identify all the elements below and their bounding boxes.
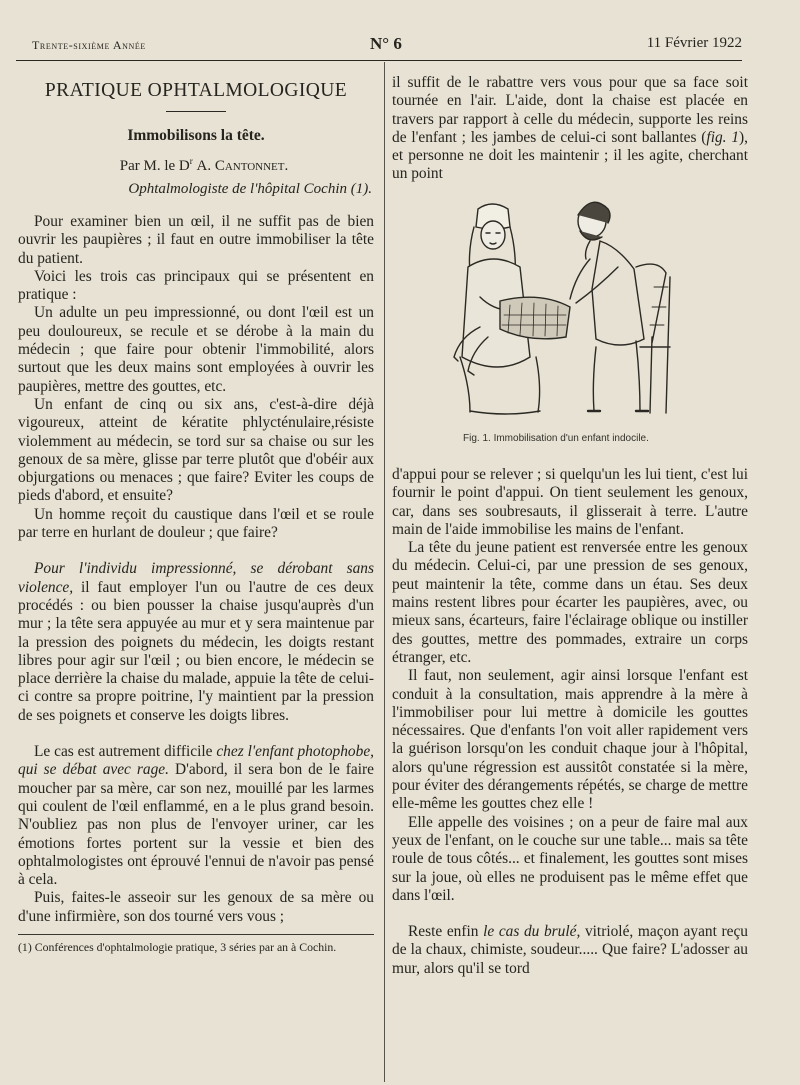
- paragraph: d'appui pour se relever ; si quelqu'un les lui tient, c'est lui fournir le point d'appui. On tient seulement les genoux, car, dans ses soubresauts, il glisserait à terre. L'autre main de l'aide immobilise les mains de l'enfant.: [392, 466, 748, 538]
- author-affiliation: Ophtalmologiste de l'hôpital Cochin (1).: [128, 181, 372, 197]
- paragraph: Elle appelle des voisines ; on a peur de faire mal aux yeux de l'enfant, on le couche sur une table... mais sa tête roule de tous côtés... et finalement, les gouttes sont mises sur la joue, où elles ne produisent pas le même effet que dans l'œil.: [392, 813, 748, 904]
- footnote-rule: [18, 934, 374, 935]
- illustration-drawing: [440, 197, 700, 422]
- volume-label: Trente-sixième Année: [32, 38, 146, 52]
- paragraph-text: Reste enfin: [408, 923, 484, 941]
- paragraph-gap: [18, 725, 374, 743]
- right-column-top: [392, 74, 748, 184]
- section-title: PRATIQUE OPHTALMOLOGIQUE: [44, 80, 348, 101]
- paragraph-gap: [392, 905, 748, 923]
- column-divider: [384, 62, 385, 1082]
- figure-reference: fig. 1: [706, 128, 740, 146]
- paragraph: [18, 743, 374, 889]
- paragraph-text: vitriolé, maçon ayant reçu de la chaux, chimiste, soudeur..... Que faire? L'adosser au mur, alors qu'il se tord: [392, 923, 748, 977]
- issue-number: N° 6: [370, 34, 402, 53]
- article-title: Immobilisons la tête.: [127, 127, 265, 144]
- paragraph: Un homme reçoit du caustique dans l'œil et se roule par terre en hurlant de douleur ; que faire?: [18, 505, 374, 542]
- figure-illustration: [440, 197, 700, 437]
- author-name: A. Cantonnet.: [196, 158, 289, 174]
- paragraph: Pour examiner bien un œil, il ne suffit pas de bien ouvrir les paupières ; il faut en outre immobiliser la tête du patient.: [18, 213, 374, 267]
- paragraph-text: ), et personne ne doit les maintenir ; il les agite, cherchant un point: [392, 128, 749, 183]
- paragraph: Il faut, non seulement, agir ainsi lorsque l'enfant est conduit à la consultation, mais apprendre à la mère à l'immobiliser pour lui mettre à domicile les gouttes nécessaires. Que d'enfants l'on voit aller rapidement vers la guérison lorsqu'on les conduit chaque jour à l'hôpital, alors qu'une régression est aussitôt constatée si la mère, pour éviter des dérangements répétés, se charge de mettre elle-même les gouttes chez elle !: [392, 667, 748, 813]
- paragraph: [18, 560, 374, 725]
- byline: [34, 151, 374, 176]
- paragraph: [392, 74, 748, 184]
- left-column: [18, 76, 374, 954]
- italic-phrase: chez l'enfant photophobe, qui se débat avec rage.: [18, 743, 374, 779]
- paragraph-gap: [18, 542, 374, 560]
- title-rule: [166, 111, 226, 112]
- figure-caption: Fig. 1. Immobilisation d'un enfant indocile.: [463, 433, 649, 444]
- paragraph: Puis, faites-le asseoir sur les genoux de sa mère ou d'une infirmière, son dos tourné vers vous ;: [18, 889, 374, 925]
- italic-phrase: Pour l'individu impressionné, se dérobant sans violence,: [18, 560, 374, 596]
- paragraph: Un enfant de cinq ou six ans, c'est-à-dire déjà vigoureux, atteint de kératite phlycténulaire,résiste violemment au médecin, se tord sur sa chaise ou sur les genoux de sa mère, glisse par terre plutôt que d'obéir aux objurgations ou menaces ; que faire? Eviter les coups de pieds d'abord, et ensuite?: [18, 395, 374, 505]
- issue-date: 11 Février 1922: [646, 35, 742, 51]
- paragraph: Voici les trois cas principaux qui se présentent en pratique :: [18, 267, 374, 304]
- byline-sup: r: [189, 156, 193, 166]
- paragraph: La tête du jeune patient est renversée entre les genoux du médecin. Celui-ci, par une pression de ses genoux, peut maintenir la tête, comme dans un étau. Ses deux mains restent libres pour écarter les paupières, avec, ou mieux sans, écarteurs, faire l'éclairage oblique ou instiller des gouttes, mettre des pommades, extraire un corps étranger, etc.: [392, 539, 748, 666]
- italic-phrase: le cas du brulé,: [483, 923, 581, 941]
- page-header: [18, 34, 742, 56]
- paragraph-text: Le cas est autrement difficile: [34, 743, 217, 761]
- footnote: (1) Conférences d'ophtalmologie pratique, 3 séries par an à Cochin.: [18, 939, 337, 954]
- header-rule: [16, 60, 742, 61]
- paragraph-text: il suffit de le rabattre vers vous pour que sa face soit tournée en l'air. L'aide, dont la chaise est placée en travers par rapport à celle du médecin, supporte les reins de l'enfant ; les jambes de celui-ci sont ballantes (: [392, 74, 748, 146]
- paragraph-text: il faut employer l'un ou l'autre de ces deux procédés : ou bien pousser la chaise jusqu'auprès d'un mur ; la tête sera appuyée au mur et y sera maintenue par la pression des poignets du médecin, les doigts restant libres pour agir sur l'œil ; ou bien encore, le médecin se place derrière la chaise du malade, appuie la tête de celui-ci contre sa propre poitrine, l'y maintient par la pression de ses poignets et conserve les doigts libres.: [18, 578, 374, 724]
- right-column-bottom: [392, 466, 748, 978]
- byline-prefix: Par M. le D: [119, 158, 190, 174]
- paragraph: Un adulte un peu impressionné, ou dont l'œil est un peu douloureux, se recule et se dérobe à la main du médecin ; que faire pour obtenir l'immobilité, alors surtout que les deux mains sont employées à ouvrir les paupières, mettre des gouttes, etc.: [18, 304, 374, 395]
- paragraph-text: D'abord, il sera bon de le faire moucher par sa mère, car son nez, mouillé par les larmes qui coulent de l'œil enflammé, en a le plus grand besoin. N'oubliez pas non plus de l'envoyer uriner, car les émotions fortes portent sur la vessie et bien des ophtalmologistes ont éprouvé l'ennui de n'avoir pas pensé à cela.: [18, 761, 374, 889]
- paragraph: [392, 923, 748, 978]
